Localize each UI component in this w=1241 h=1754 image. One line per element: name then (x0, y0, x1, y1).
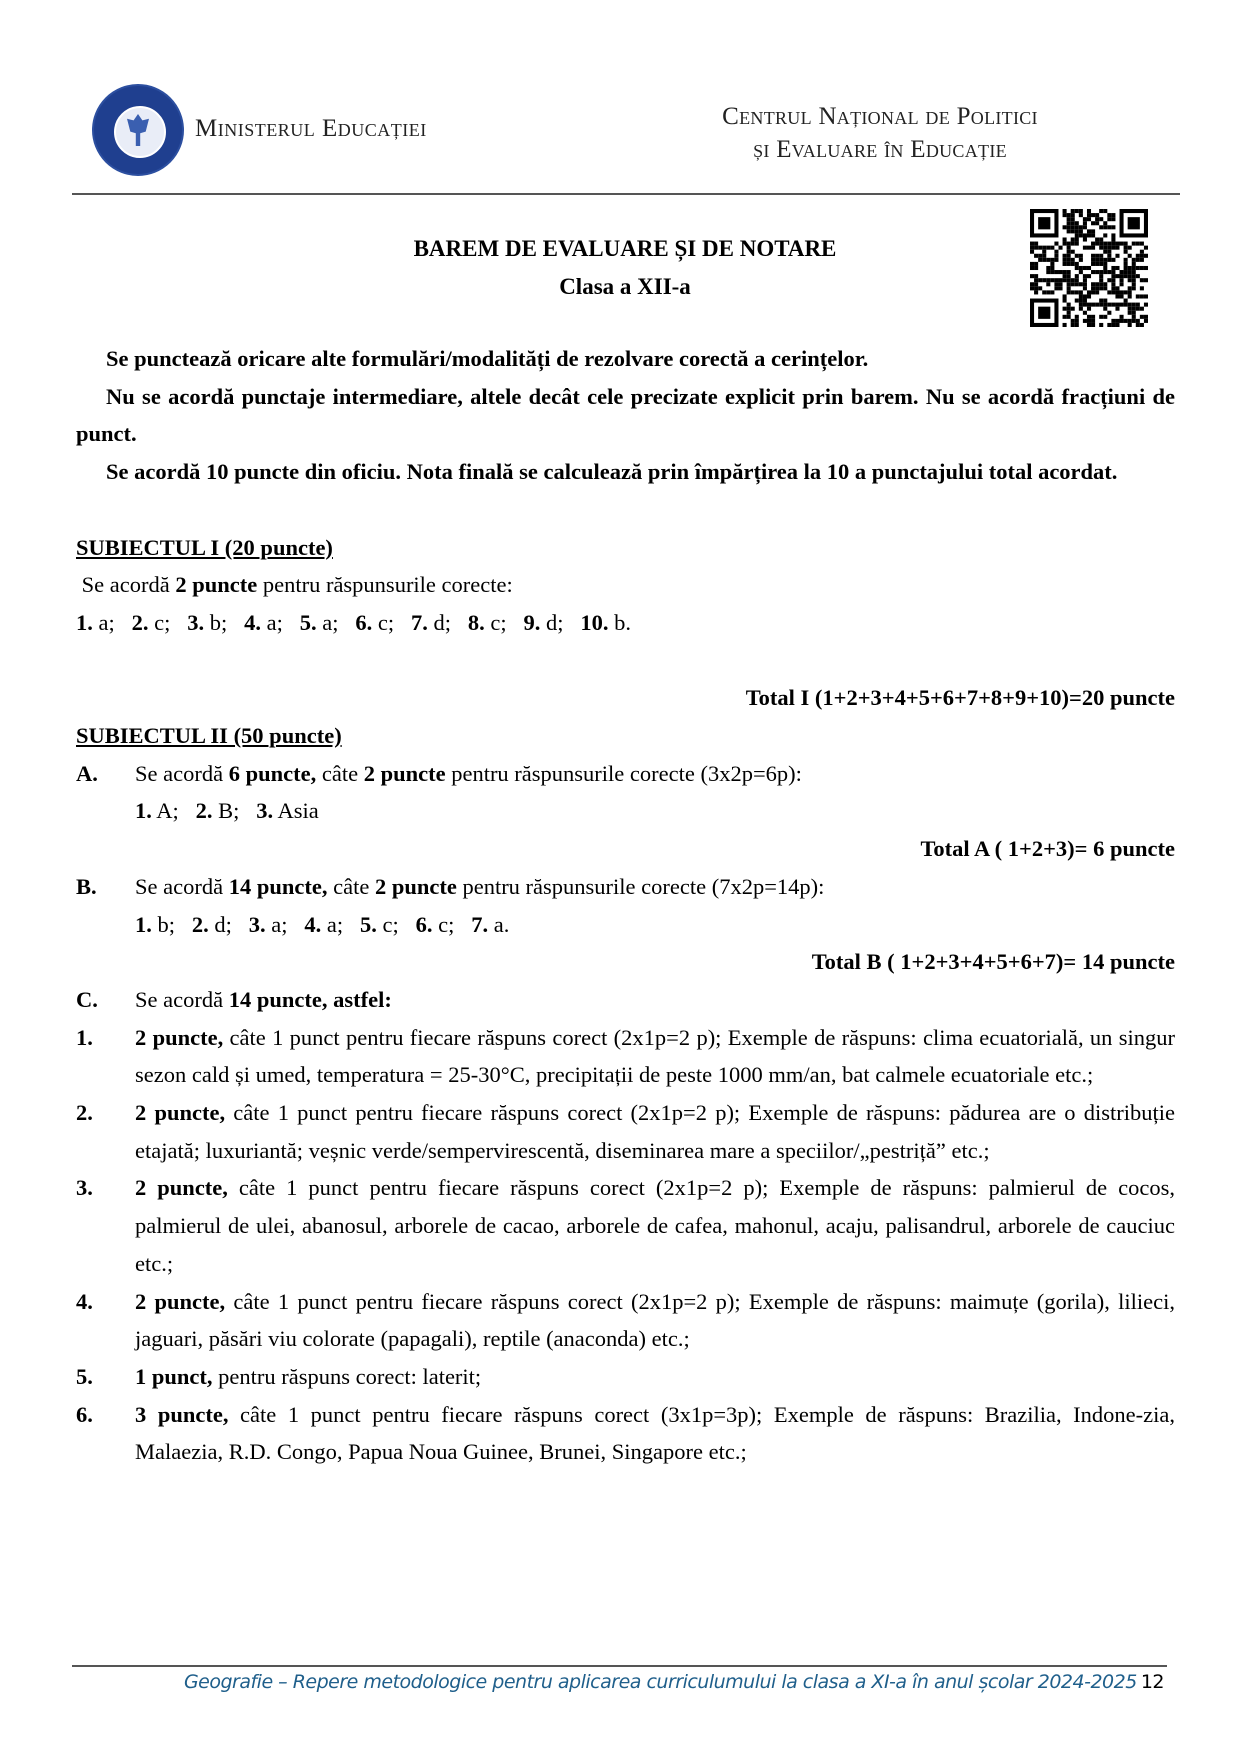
header-divider (72, 193, 1180, 195)
footer (184, 1671, 1164, 1693)
title-line-2: Clasa a XII-a (559, 274, 691, 299)
title-line-1: BAREM DE EVALUARE ȘI DE NOTARE (413, 236, 837, 261)
answer: 4. a; (304, 911, 344, 937)
criterion-item: 1. 2 puncte, câte 1 punct pentru fiecare răspuns corect (2x1p=2 p); Exemple de răspuns: clima ecuatorială, un singur sezon cald și umed, temperatura = 25-30°C, precipitații de peste 1000 mm/an, bat calmele ecuatoriale etc.; (76, 1024, 1175, 1088)
footer-divider (72, 1665, 1167, 1667)
intro-1: Se punctează oricare alte formulări/modalități de rezolvare corectă a cerințelor. (106, 346, 869, 371)
government-logo (92, 84, 184, 176)
part-b-rule: B. Se acordă 14 puncte, câte 2 puncte pentru răspunsurile corecte (7x2p=14p): (76, 873, 825, 899)
center-line-2: și Evaluare în Educație (753, 136, 1007, 163)
answer: 1. a; (76, 609, 115, 635)
criterion-item: 6. 3 puncte, câte 1 punct pentru fiecare răspuns corect (3x1p=3p); Exemple de răspuns: Brazilia, Indone-zia, Malaezia, R.D. Congo, Papua Noua Guinee, Brunei, Singapore etc.; (76, 1401, 1176, 1465)
qr-code (1030, 209, 1148, 327)
part-c-rule: C. Se acordă 14 puncte, astfel: (76, 986, 392, 1012)
criterion-item: 2. 2 puncte, câte 1 punct pentru fiecare răspuns corect (2x1p=2 p); Exemple de răspuns: pădurea are o distribuție etajată; luxuriantă; veșnic verde/sempervirescentă, diseminarea mare a speciilor/„pestriță” etc.; (76, 1100, 1175, 1163)
section-1-total: Total I (1+2+3+4+5+6+7+8+9+10)=20 puncte (745, 685, 1175, 711)
answer: 3. a; (248, 911, 288, 937)
answer: 6. c; (355, 609, 395, 635)
answer: 5. c; (360, 911, 399, 937)
part-b-answers (76, 906, 1175, 944)
ministry-name: Ministerul Educației (195, 115, 427, 142)
answer: 4. a; (244, 609, 283, 635)
page-number: 12 (1140, 1671, 1164, 1693)
criterion-item: 4. 2 puncte, câte 1 punct pentru fiecare răspuns corect (2x1p=2 p); Exemple de răspuns: maimuțe (gorila), lilieci, jaguari, păsări viu colorate (papagali), reptile (anaconda) etc.; (76, 1288, 1175, 1352)
answer: 8. c; (467, 609, 507, 635)
document-title (300, 230, 950, 306)
answer: 6. c; (415, 911, 455, 937)
answer: 2. d; (191, 911, 232, 937)
answer: 9. d; (523, 609, 564, 635)
intro-2: Nu se acordă punctaje intermediare, altele decât cele precizate explicit prin barem. Nu se acordă fracțiuni de punct. (76, 383, 1175, 447)
answer: 1. A; (135, 798, 179, 824)
answer: 3. b; (187, 609, 228, 635)
part-a-answers (76, 792, 1175, 830)
section-1-rule: Se acordă 2 puncte pentru răspunsurile corecte: (81, 572, 513, 598)
answer: 3. Asia (256, 798, 319, 824)
answer: 2. c; (131, 609, 171, 635)
section-2-heading: SUBIECTUL II (50 puncte) (76, 723, 342, 748)
center-line-1: Centrul Național de Politici (722, 103, 1038, 130)
criterion-item: 5. 1 punct, pentru răspuns corect: laterit; (76, 1363, 482, 1389)
answer: 7. d; (411, 609, 452, 635)
answer: 1. b; (135, 911, 176, 937)
intro-3: Se acordă 10 puncte din oficiu. Nota finală se calculează prin împărțirea la 10 a punctajului total acordat. (106, 459, 1118, 485)
part-a-rule: A. Se acordă 6 puncte, câte 2 puncte pentru răspunsurile corecte (3x2p=6p): (76, 760, 802, 786)
answer: 7. a. (471, 911, 510, 937)
footer-text: Geografie – Repere metodologice pentru aplicarea curriculumului la clasa a XI-a în anul școlar 2024-2025 (183, 1671, 1137, 1693)
answer: 10. b. (580, 609, 632, 635)
answer: 2. B; (195, 798, 240, 824)
criterion-item: 3. 2 puncte, câte 1 punct pentru fiecare răspuns corect (2x1p=2 p); Exemple de răspuns: palmierul de cocos, palmierul de ulei, abanosul, arborele de cacao, arborele de cafea, mahonul, acaju, palisandrul, arborele de cauciuc etc.; (76, 1175, 1175, 1276)
section-1-answers (76, 604, 1175, 642)
part-b-total: Total B ( 1+2+3+4+5+6+7)= 14 puncte (811, 949, 1175, 975)
part-a-total: Total A ( 1+2+3)= 6 puncte (920, 836, 1175, 862)
answer: 5. a; (299, 609, 339, 635)
document-body (76, 340, 1175, 1471)
center-name (640, 100, 1120, 166)
section-1-heading: SUBIECTUL I (20 puncte) (76, 534, 333, 560)
